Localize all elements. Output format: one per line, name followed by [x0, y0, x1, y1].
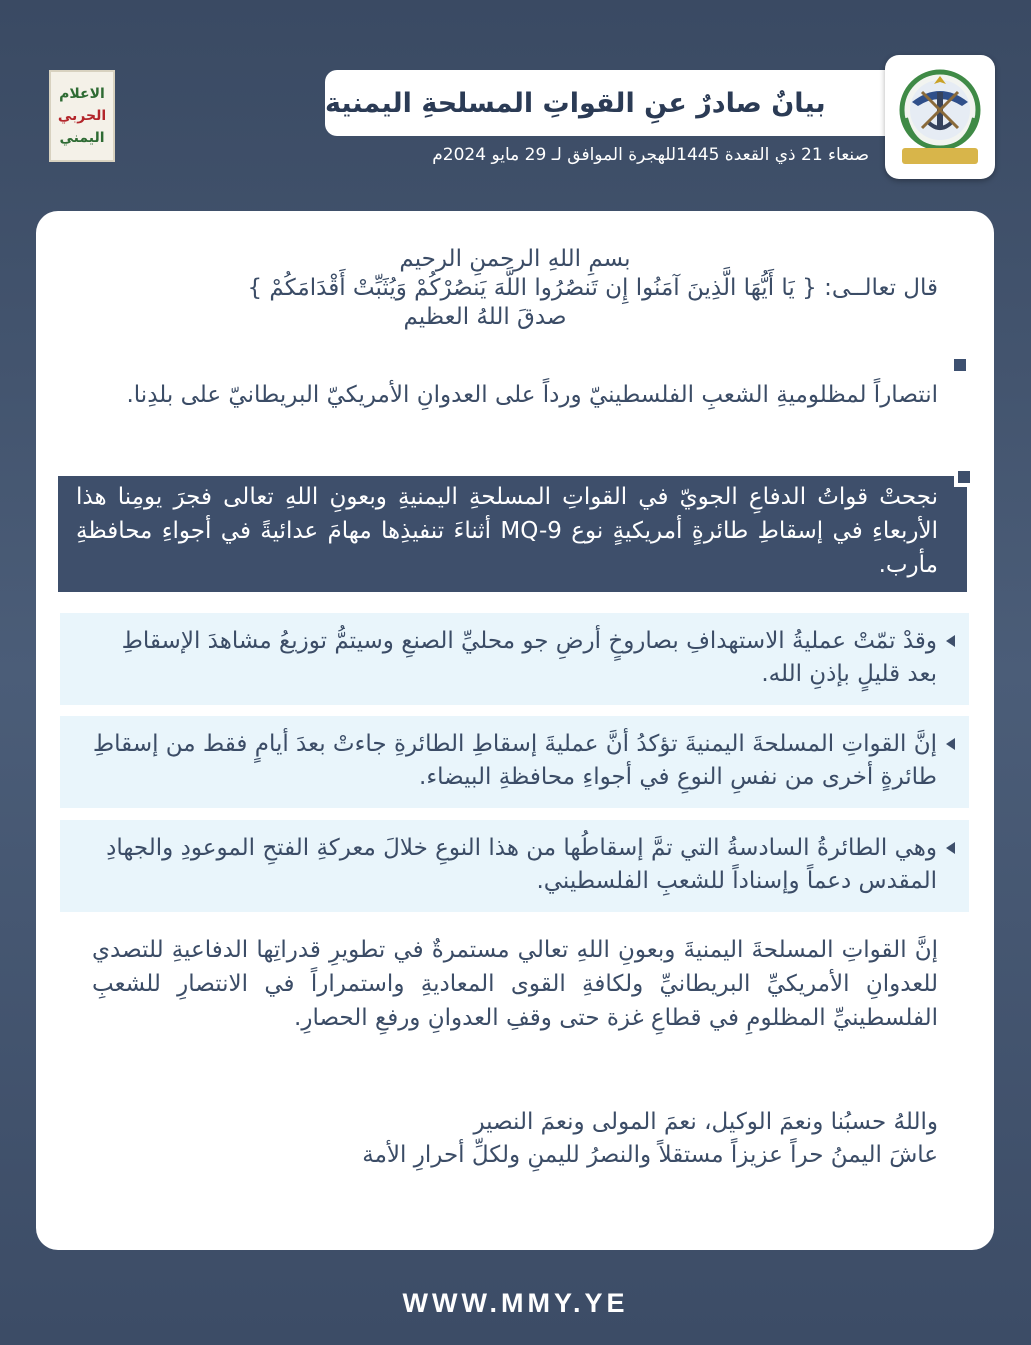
closing-line-1: واللهُ حسبُنا ونعمَ الوكيل، نعمَ المولى ونعمَ النصير	[473, 1109, 938, 1135]
intro-paragraph: انتصاراً لمظلوميةِ الشعبِ الفلسطينيّ ورداً على العدوانِ الأمريكيّ البريطانيّ على بلدِنا.	[126, 382, 938, 408]
band-paragraph: وقدْ تمّتْ عمليةُ الاستهدافِ بصاروخٍ أرضِ جو محليِّ الصنعِ وسيتمُّ توزيعُ مشاهدَ الإسقاطِ بعد قليلٍ بإذنِ الله.	[121, 628, 937, 687]
info-band-2	[60, 716, 969, 808]
bullet-square	[954, 467, 974, 487]
website-link[interactable]: WWW.MMY.YE	[402, 1288, 629, 1318]
bullet-arrow-icon	[946, 635, 955, 647]
statement-card	[36, 211, 994, 1250]
basmala: بسمِ اللهِ الرحمنِ الرحيم	[399, 246, 631, 272]
info-band-3	[60, 820, 969, 912]
logo-line3: اليمني	[59, 130, 105, 146]
info-band-1	[60, 613, 969, 705]
armed-forces-emblem	[885, 55, 995, 179]
logo-line1: الاعلام	[59, 86, 105, 102]
statement-title-bar	[325, 70, 890, 136]
bullet-arrow-icon	[946, 738, 955, 750]
page-title: بيانٌ صادرٌ عنِ القواتِ المسلحةِ اليمنية	[325, 87, 826, 119]
closing-line-2: عاشَ اليمنُ حراً عزيزاً مستقلاً والنصرُ لليمنِ ولكلِّ أحرارِ الأمة	[362, 1142, 938, 1168]
final-paragraph: إنَّ القواتِ المسلحةَ اليمنيةَ وبعونِ اللهِ تعالي مستمرةٌ في تطويرِ قدراتِها الدفاعيةِ للتصدي للعدوانِ الأمريكيِّ البريطانيِّ ولكافةِ القوى المعاديةِ واستمراراً في الانتصارِ للشعبِ الفلسطينيِّ المظلومِ في قطاعِ غزة حتى وقفِ العدوانِ ورفعِ الحصارِ.	[92, 937, 938, 1031]
band-paragraph: وهي الطائرةُ السادسةُ التي تمَّ إسقاطُها من هذا النوعِ خلالَ معركةِ الفتحِ الموعودِ والجهادِ المقدس دعماً وإسناداً للشعبِ الفلسطيني.	[106, 835, 937, 894]
sadaq-allah: صدقَ اللهُ العظيم	[403, 304, 567, 330]
bullet-arrow-icon	[946, 842, 955, 854]
emblem-icon	[892, 62, 988, 172]
issue-date: صنعاء 21 ذي القعدة 1445للهجرة الموافق لـ 29 مايو 2024م	[432, 145, 869, 165]
logo-line2: الحربي	[57, 108, 107, 124]
highlight-paragraph: نجحتْ قواتُ الدفاعِ الجويّ في القواتِ المسلحةِ اليمنيةِ وبعونِ اللهِ تعالى فجرَ يومِنا هذا الأربعاءِ في إسقاطِ طائرةٍ أمريكيةٍ نوع MQ-9 أثناءَ تنفيذِها مهامَ عدائيةً في أجواءِ محافظةِ مأرب.	[76, 484, 938, 578]
military-media-logo	[49, 70, 115, 162]
bullet-square	[954, 359, 966, 371]
band-paragraph: إنَّ القواتِ المسلحةَ اليمنيةَ تؤكدُ أنَّ عمليةَ إسقاطِ الطائرةِ جاءتْ بعدَ أيامٍ فقط من إسقاطِ طائرةٍ أخرى من نفسِ النوعِ في أجواءِ محافظةِ البيضاء.	[92, 731, 937, 790]
quran-verse: قال تعالــى: { يَا أَيُّهَا الَّذِينَ آمَنُوا إِن تَنصُرُوا اللَّهَ يَنصُرْكُمْ وَيُثَبِّتْ أَقْدَامَكُمْ }	[247, 275, 938, 301]
